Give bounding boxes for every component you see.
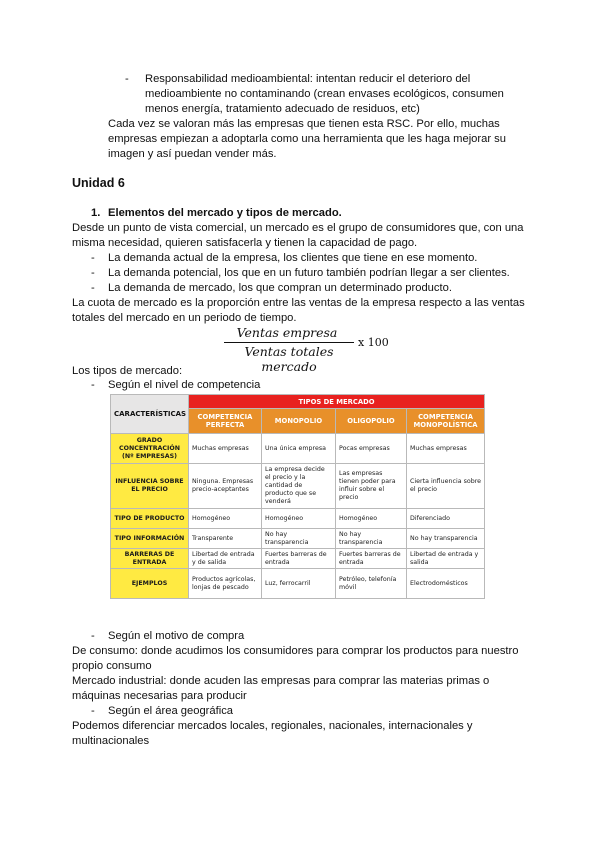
rsa-item-line-1: Responsabilidad medioambiental: intentan reducir el deterioro del xyxy=(145,73,471,85)
table-row-header: INFLUENCIA SOBRE EL PRECIO xyxy=(111,464,189,509)
rsa-item-line-2: medioambiente no contaminando (crean envases ecológicos, consumen xyxy=(145,88,504,100)
industrial-market-line-1: Mercado industrial: donde acuden las empresas para comprar las materias primas o xyxy=(72,675,490,687)
bullet-dash: - xyxy=(91,630,95,642)
table-cell: Cierta influencia sobre el precio xyxy=(407,464,485,509)
table-cell: Pocas empresas xyxy=(336,434,407,464)
consumer-market-line-2: propio consumo xyxy=(72,660,152,672)
formula-fraction-line xyxy=(224,342,354,343)
market-definition-line-1: Desde un punto de vista comercial, un mercado es el grupo de consumidores que, con una xyxy=(72,222,524,234)
rsc-paragraph-line-3: imagen y así puedan vender más. xyxy=(108,148,277,160)
table-cell: Electrodomésticos xyxy=(407,569,485,599)
criterion-purchase-motive: Según el motivo de compra xyxy=(108,630,245,642)
table-cell: Una única empresa xyxy=(262,434,336,464)
rsc-paragraph-line-2: empresas empiezan a adoptarla como una herramienta que les haga mejorar su xyxy=(108,133,507,145)
section-title: Elementos del mercado y tipos de mercado. xyxy=(108,207,342,219)
table-cell: Libertad de entrada y salida xyxy=(407,549,485,569)
table-row xyxy=(111,569,485,599)
table-header-type: OLIGOPOLIO xyxy=(336,409,407,434)
table-header-type: COMPETENCIA MONOPOLÍSTICA xyxy=(407,409,485,434)
bullet-dash: - xyxy=(91,252,95,264)
table-row-header: TIPO DE PRODUCTO xyxy=(111,509,189,529)
table-cell: No hay transparencia xyxy=(262,529,336,549)
formula-numerator: Ventas empresa xyxy=(236,325,338,340)
table-cell: Muchas empresas xyxy=(407,434,485,464)
table-row-header: GRADO CONCENTRACIÓN (Nº EMPRESAS) xyxy=(111,434,189,464)
bullet-dash: - xyxy=(91,379,95,391)
rsc-paragraph-line-1: Cada vez se valoran más las empresas que tienen esta RSC. Por ello, muchas xyxy=(108,118,500,130)
demand-item-market: La demanda de mercado, los que compran un determinado producto. xyxy=(108,282,452,294)
market-types-table xyxy=(110,394,485,599)
market-definition-line-2: misma necesidad, quieren satisfacerla y tienen la capacidad de pago. xyxy=(72,237,418,249)
demand-item-current: La demanda actual de la empresa, los clientes que tiene en ese momento. xyxy=(108,252,478,264)
table-cell: Muchas empresas xyxy=(189,434,262,464)
table-cell: Homogéneo xyxy=(189,509,262,529)
table-cell: La empresa decide el precio y la cantidad de producto que se venderá xyxy=(262,464,336,509)
table-header-market-types: TIPOS DE MERCADO xyxy=(189,395,485,409)
table-cell: Fuertes barreras de entrada xyxy=(336,549,407,569)
table-header-type: MONOPOLIO xyxy=(262,409,336,434)
table-cell: Las empresas tienen poder para influir sobre el precio xyxy=(336,464,407,509)
bullet-dash: - xyxy=(91,705,95,717)
market-types-intro: Los tipos de mercado: xyxy=(72,365,183,377)
table-row xyxy=(111,434,485,464)
table-row xyxy=(111,464,485,509)
table-cell: Petróleo, telefonía móvil xyxy=(336,569,407,599)
consumer-market-line-1: De consumo: donde acudimos los consumidores para comprar los productos para nuestro xyxy=(72,645,519,657)
rsa-item-line-3: menos energía, tratamiento adecuado de residuos, etc) xyxy=(145,103,420,115)
table-cell: Fuertes barreras de entrada xyxy=(262,549,336,569)
table-row xyxy=(111,529,485,549)
table-header-type: COMPETENCIA PERFECTA xyxy=(189,409,262,434)
criterion-geographic: Según el área geográfica xyxy=(108,705,234,717)
table-row xyxy=(111,549,485,569)
table-cell: Productos agrícolas, lonjas de pescado xyxy=(189,569,262,599)
geographic-line-2: multinacionales xyxy=(72,735,150,747)
table-cell: Ninguna. Empresas precio-aceptantes xyxy=(189,464,262,509)
table-cell: Diferenciado xyxy=(407,509,485,529)
market-share-line-2: totales del mercado en un periodo de tiempo. xyxy=(72,312,297,324)
table-cell: Luz, ferrocarril xyxy=(262,569,336,599)
market-share-line-1: La cuota de mercado es la proporción entre las ventas de la empresa respecto a las ventas xyxy=(72,297,525,309)
bullet-dash: - xyxy=(91,267,95,279)
bullet-dash: - xyxy=(91,282,95,294)
table-header-row xyxy=(111,395,485,409)
table-header-characteristics: CARACTERÍSTICAS xyxy=(111,395,189,434)
table-row-header: EJEMPLOS xyxy=(111,569,189,599)
table-row xyxy=(111,509,485,529)
industrial-market-line-2: máquinas necesarias para producir xyxy=(72,690,247,702)
table-cell: No hay transparencia xyxy=(336,529,407,549)
geographic-line-1: Podemos diferenciar mercados locales, regionales, nacionales, internacionales y xyxy=(72,720,473,732)
section-number: 1. xyxy=(91,207,101,219)
table-row-header: TIPO INFORMACIÓN xyxy=(111,529,189,549)
formula-denominator: Ventas totales mercado xyxy=(244,344,334,374)
table-cell: Homogéneo xyxy=(336,509,407,529)
bullet-dash: - xyxy=(125,73,129,85)
criterion-competition: Según el nivel de competencia xyxy=(108,379,261,391)
unit-title: Unidad 6 xyxy=(72,176,125,190)
formula-multiplier: x 100 xyxy=(358,336,389,349)
table-row-header: BARRERAS DE ENTRADA xyxy=(111,549,189,569)
table-cell: No hay transparencia xyxy=(407,529,485,549)
demand-item-potential: La demanda potencial, los que en un futuro también podrían llegar a ser clientes. xyxy=(108,267,510,279)
table-cell: Homogéneo xyxy=(262,509,336,529)
table-cell: Libertad de entrada y de salida xyxy=(189,549,262,569)
table-cell: Transparente xyxy=(189,529,262,549)
